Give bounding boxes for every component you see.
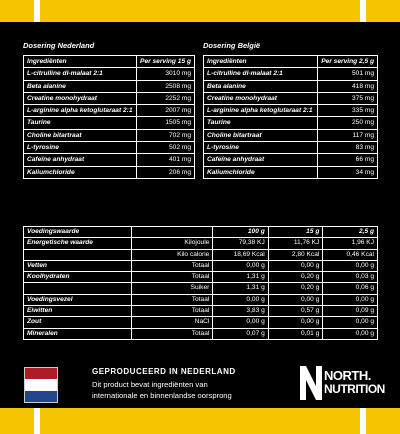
value-15g: 0,01 g [268, 328, 323, 339]
table-row [24, 105, 195, 117]
ingredient-amount: 250 mg [317, 117, 377, 129]
value-100g: 1,31 g [213, 272, 268, 283]
nutrient-name: Vetten [24, 260, 132, 271]
nutrient-name: Koolhydraten [24, 272, 132, 283]
table-row [24, 328, 378, 339]
nutrient-unit: Totaal [131, 306, 213, 317]
nutrient-unit: Suiker [131, 283, 213, 294]
ingredient-name: Beta alanine [204, 80, 318, 92]
ingredient-name: L-citrulline dl-malaat 2:1 [204, 68, 318, 80]
table-row [204, 129, 378, 141]
nutrient-unit: Kilojoule [131, 238, 213, 249]
table-row [24, 260, 378, 271]
top-yellow-band [0, 0, 400, 22]
table-row [24, 80, 195, 92]
table-row [204, 166, 378, 178]
ingredient-name: Choline bitartraat [24, 129, 137, 141]
value-2-5g: 1,96 KJ [323, 238, 378, 249]
value-2-5g: 0,00 g [323, 294, 378, 305]
table-header-row [204, 56, 378, 68]
nutrient-name [24, 283, 132, 294]
value-15g: 11,76 KJ [268, 238, 323, 249]
ingredient-amount: 401 mg [136, 154, 194, 166]
ingredient-amount: 418 mg [317, 80, 377, 92]
value-2-5g: 0,09 g [323, 306, 378, 317]
dosering-nl-table [23, 55, 195, 179]
value-2-5g: 0,46 Kcal [323, 249, 378, 260]
ingredient-name: Creatine monohydraat [204, 92, 318, 104]
nutrient-unit: Totaal [131, 328, 213, 339]
header-ingredient: Ingrediënten [204, 56, 318, 68]
value-100g: 0,07 g [213, 328, 268, 339]
table-row [24, 272, 378, 283]
nutrient-name: Energetische waarde [24, 238, 132, 249]
header-nutrient: Voedingswaarde [24, 227, 132, 238]
brand-line2: NUTRITION [324, 382, 385, 396]
ingredient-name: Cafeïne anhydraat [24, 154, 137, 166]
table-row [24, 117, 195, 129]
flag-stripe [25, 379, 57, 390]
ingredient-name: Cafeïne anhydraat [204, 154, 318, 166]
ingredient-name: Beta alanine [24, 80, 137, 92]
north-nutrition-logo [300, 366, 385, 402]
header-ingredient: Ingrediënten [24, 56, 137, 68]
ingredient-name: Choline bitartraat [204, 129, 318, 141]
ingredient-name: Taurine [204, 117, 318, 129]
table-row [24, 154, 195, 166]
ingredient-amount: 702 mg [136, 129, 194, 141]
header-15g: 15 g [268, 227, 323, 238]
header-serving: Per serving 15 g [136, 56, 194, 68]
ingredient-amount: 501 mg [317, 68, 377, 80]
ingredient-amount: 2252 mg [136, 92, 194, 104]
nutrition-table [23, 226, 378, 340]
table-header-row [24, 227, 378, 238]
nutrient-unit: Totaal [131, 294, 213, 305]
value-15g: 0,00 g [268, 294, 323, 305]
nutrient-unit: Totaal [131, 260, 213, 271]
ingredient-amount: 2007 mg [136, 105, 194, 117]
header-unit [131, 227, 213, 238]
ingredient-name: L-arginine alpha ketoglutaraat 2:1 [204, 105, 318, 117]
table-row [24, 283, 378, 294]
nutrient-name [24, 249, 132, 260]
ingredient-name: Kaliumchloride [24, 166, 137, 178]
value-100g: 0,00 g [213, 260, 268, 271]
nutrient-name: Voedingsvezel [24, 294, 132, 305]
ingredient-name: L-citrulline dl-malaat 2:1 [24, 68, 137, 80]
value-15g: 0,20 g [268, 283, 323, 294]
table-row [24, 306, 378, 317]
table-row [24, 68, 195, 80]
value-15g: 2,80 Kcal [268, 249, 323, 260]
value-100g: 1,31 g [213, 283, 268, 294]
value-100g: 18,69 Kcal [213, 249, 268, 260]
ingredient-amount: 3010 mg [136, 68, 194, 80]
value-2-5g: 0,00 g [323, 260, 378, 271]
ingredient-amount: 2508 mg [136, 80, 194, 92]
ingredient-name: L-arginine alpha ketoglutaraat 2:1 [24, 105, 137, 117]
value-100g: 3,83 g [213, 306, 268, 317]
ingredient-amount: 206 mg [136, 166, 194, 178]
ingredient-name: Kaliumchloride [204, 166, 318, 178]
header-2-5g: 2,5 g [323, 227, 378, 238]
value-2-5g: 0,00 g [323, 317, 378, 328]
table-row [204, 105, 378, 117]
table-row [24, 294, 378, 305]
flag-stripe [25, 391, 57, 402]
nutrient-unit: Totaal [131, 272, 213, 283]
table-row [24, 249, 378, 260]
flag-stripe [25, 368, 57, 379]
header-100g: 100 g [213, 227, 268, 238]
value-100g: 79,38 KJ [213, 238, 268, 249]
ingredient-name: Creatine monohydraat [24, 92, 137, 104]
ingredient-name: L-tyrosine [204, 142, 318, 154]
ingredient-name: L-tyrosine [24, 142, 137, 154]
value-100g: 0,00 g [213, 317, 268, 328]
dutch-flag-icon [24, 367, 58, 403]
table-row [24, 238, 378, 249]
value-100g: 0,00 g [213, 294, 268, 305]
ingredient-amount: 83 mg [317, 142, 377, 154]
table-row [204, 117, 378, 129]
header-serving: Per serving 2,5 g [317, 56, 377, 68]
ingredient-name: Taurine [24, 117, 137, 129]
n-logo-icon [300, 366, 322, 400]
table-header-row [24, 56, 195, 68]
value-15g: 0,20 g [268, 272, 323, 283]
dosering-be-title: Dosering België [203, 41, 261, 50]
table-row [204, 92, 378, 104]
nutrient-unit: NaCl [131, 317, 213, 328]
ingredient-amount: 375 mg [317, 92, 377, 104]
table-row [204, 68, 378, 80]
table-row [24, 317, 378, 328]
band-stripe [34, 0, 40, 22]
origin-text-line1: Dit product bevat ingrediënten van [92, 380, 208, 389]
table-row [204, 80, 378, 92]
dosering-be-table [203, 55, 378, 179]
nutrient-name: Mineralen [24, 328, 132, 339]
table-row [24, 142, 195, 154]
nutrient-name: Eiwitten [24, 306, 132, 317]
table-row [204, 142, 378, 154]
value-2-5g: 0,06 g [323, 283, 378, 294]
value-15g: 0,00 g [268, 317, 323, 328]
ingredient-amount: 66 mg [317, 154, 377, 166]
value-2-5g: 0,00 g [323, 328, 378, 339]
value-2-5g: 0,03 g [323, 272, 378, 283]
ingredient-amount: 117 mg [317, 129, 377, 141]
ingredient-amount: 1505 mg [136, 117, 194, 129]
ingredient-amount: 502 mg [136, 142, 194, 154]
band-stripe [360, 408, 366, 434]
brand-line1: NORTH. [324, 368, 371, 383]
value-15g: 0,00 g [268, 260, 323, 271]
ingredient-amount: 335 mg [317, 105, 377, 117]
table-row [24, 129, 195, 141]
value-15g: 0,57 g [268, 306, 323, 317]
bottom-yellow-band [0, 408, 400, 434]
band-stripe [360, 0, 366, 22]
origin-text-line2: internationale en binnenlandse oorsprong [92, 391, 232, 400]
table-row [24, 92, 195, 104]
nutrient-name: Zout [24, 317, 132, 328]
made-in-heading: GEPRODUCEERD IN NEDERLAND [92, 367, 236, 376]
ingredient-amount: 34 mg [317, 166, 377, 178]
dosering-nl-title: Dosering Nederland [23, 41, 95, 50]
nutrient-unit: Kilo calorie [131, 249, 213, 260]
band-stripe [34, 408, 40, 434]
table-row [204, 154, 378, 166]
table-row [24, 166, 195, 178]
